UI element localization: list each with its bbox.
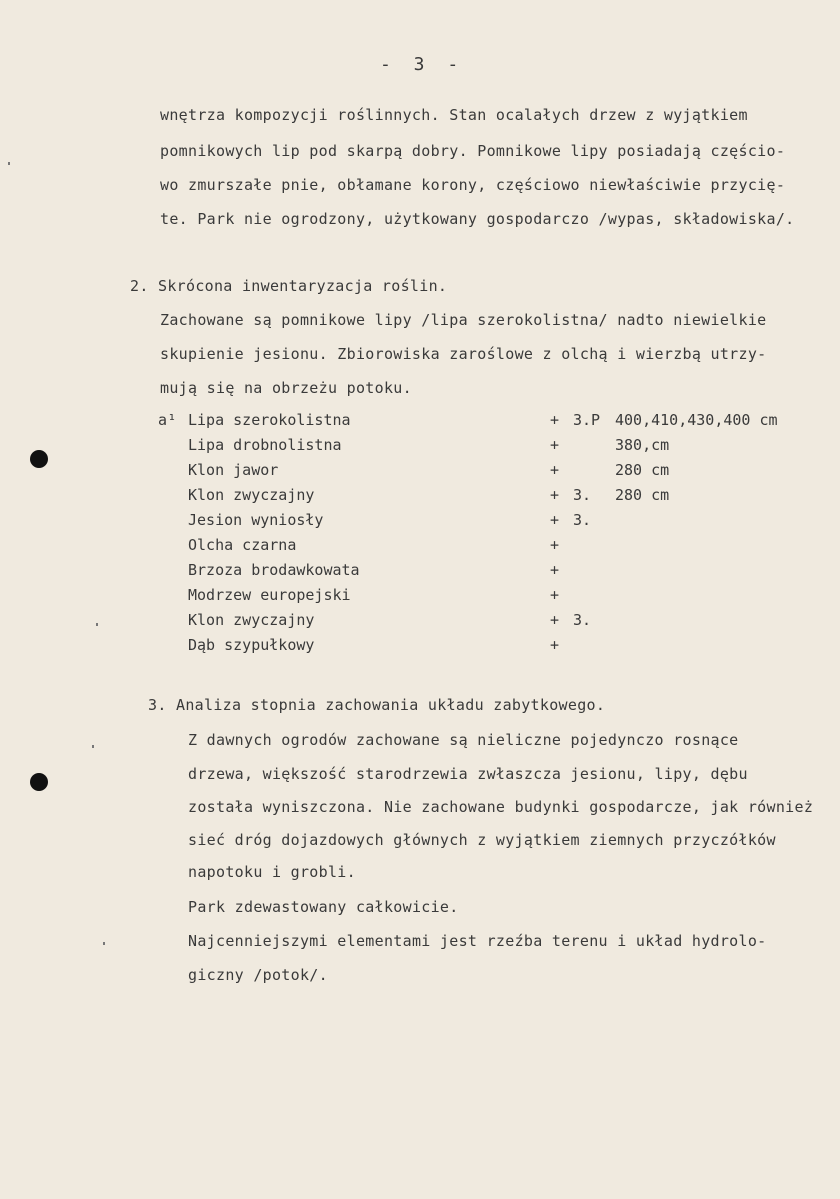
punch-hole: [30, 773, 48, 791]
plant-presence-mark: +: [550, 586, 560, 604]
plant-presence-mark: +: [550, 611, 560, 629]
plant-name: Jesion wyniosły: [188, 511, 324, 529]
plant-presence-mark: +: [550, 436, 560, 454]
section-line: sieć dróg dojazdowych głównych z wyjątkiem ziemnych przyczółków: [188, 831, 776, 849]
plant-presence-mark: +: [550, 461, 560, 479]
plant-name: Klon jawor: [188, 461, 279, 479]
plant-code: 3.P: [573, 411, 601, 429]
intro-line: wo zmurszałe pnie, obłamane korony, częściowo niewłaściwie przycię-: [160, 176, 786, 194]
plant-presence-mark: +: [550, 486, 560, 504]
plant-name: Olcha czarna: [188, 536, 297, 554]
intro-line: wnętrza kompozycji roślinnych. Stan ocalałych drzew z wyjątkiem: [160, 106, 748, 124]
section-line: drzewa, większość starodrzewia zwłaszcza jesionu, lipy, dębu: [188, 765, 748, 783]
plant-presence-mark: +: [550, 636, 560, 654]
plant-size: 380,cm: [615, 436, 670, 454]
paper-speck: [103, 942, 105, 945]
plant-name: Klon zwyczajny: [188, 611, 315, 629]
plant-name: Klon zwyczajny: [188, 486, 315, 504]
plant-size: 280 cm: [615, 486, 670, 504]
plant-code: 3.: [573, 486, 592, 504]
section-line: została wyniszczona. Nie zachowane budynki gospodarcze, jak również: [188, 798, 814, 816]
paper-speck: [92, 745, 94, 748]
plant-name: Modrzew europejski: [188, 586, 351, 604]
plant-presence-mark: +: [550, 561, 560, 579]
intro-line: pomnikowych lip pod skarpą dobry. Pomnikowe lipy posiadają częścio-: [160, 142, 786, 160]
plant-size: 280 cm: [615, 461, 670, 479]
paper-speck: [8, 162, 10, 165]
list-marker: a¹: [158, 411, 177, 429]
section-line: Z dawnych ogrodów zachowane są nieliczne pojedynczo rosnące: [188, 731, 739, 749]
plant-name: Dąb szypułkowy: [188, 636, 315, 654]
plant-size: 400,410,430,400 cm: [615, 411, 778, 429]
section-line: giczny /potok/.: [188, 966, 328, 984]
section-line: skupienie jesionu. Zbiorowiska zaroślowe z olchą i wierzbą utrzy-: [160, 345, 767, 363]
section-heading: 2. Skrócona inwentaryzacja roślin.: [130, 277, 448, 295]
section-heading: 3. Analiza stopnia zachowania układu zabytkowego.: [148, 696, 606, 714]
section-line: mują się na obrzeżu potoku.: [160, 379, 412, 397]
punch-hole: [30, 450, 48, 468]
plant-name: Lipa drobnolistna: [188, 436, 342, 454]
plant-presence-mark: +: [550, 536, 560, 554]
plant-code: 3.: [573, 611, 592, 629]
plant-presence-mark: +: [550, 511, 560, 529]
plant-presence-mark: +: [550, 411, 560, 429]
intro-line: te. Park nie ogrodzony, użytkowany gospodarczo /wypas, składowiska/.: [160, 210, 795, 228]
page-number: - 3 -: [380, 54, 465, 75]
paper-speck: [96, 623, 98, 626]
section-line: Park zdewastowany całkowicie.: [188, 898, 459, 916]
section-line: Zachowane są pomnikowe lipy /lipa szerokolistna/ nadto niewielkie: [160, 311, 767, 329]
plant-name: Lipa szerokolistna: [188, 411, 351, 429]
section-line: napotoku i grobli.: [188, 863, 356, 881]
section-line: Najcenniejszymi elementami jest rzeźba terenu i układ hydrolo-: [188, 932, 767, 950]
plant-code: 3.: [573, 511, 592, 529]
plant-name: Brzoza brodawkowata: [188, 561, 360, 579]
